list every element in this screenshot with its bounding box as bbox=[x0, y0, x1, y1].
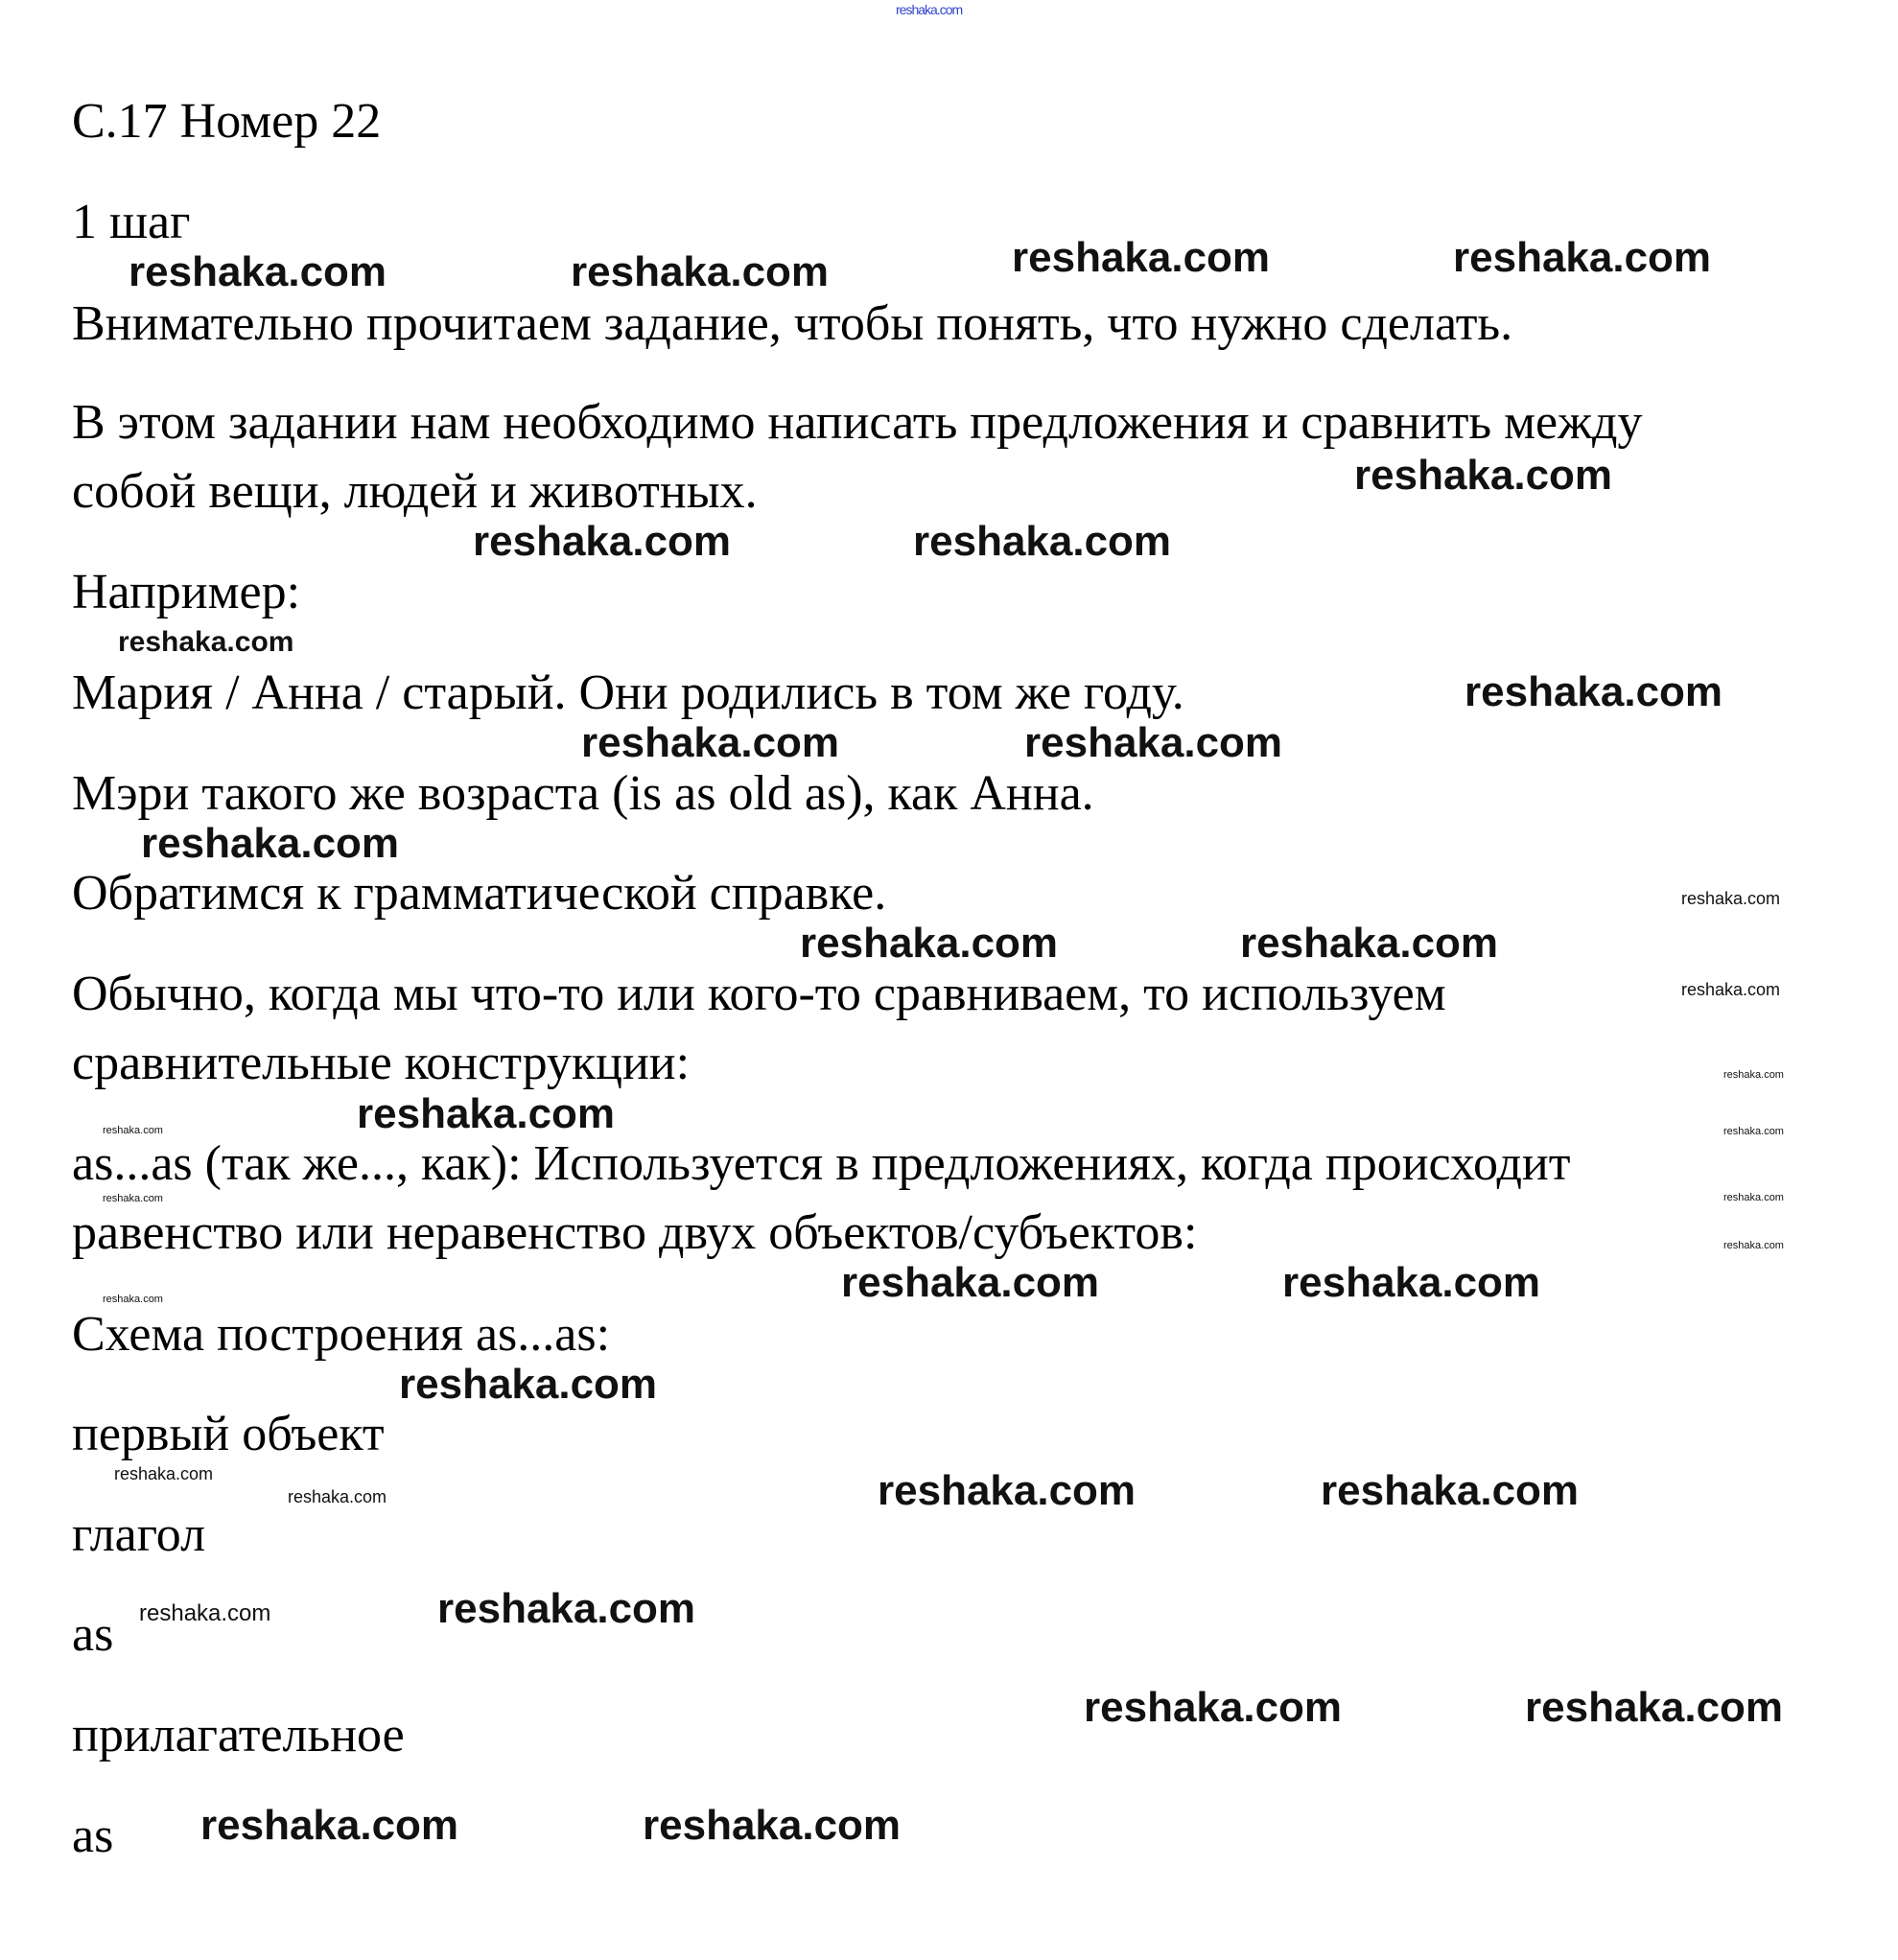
watermark: reshaka.com bbox=[1681, 980, 1781, 999]
text-line: Обратимся к грамматической справке. bbox=[72, 866, 887, 921]
text-line: прилагательное bbox=[72, 1708, 405, 1762]
watermark: reshaka.com bbox=[643, 1802, 902, 1849]
watermark: reshaka.com bbox=[437, 1585, 696, 1632]
text-line: сравнительные конструкции: bbox=[72, 1036, 691, 1090]
watermark: reshaka.com bbox=[1012, 234, 1271, 281]
text-line: Мэри такого же возраста (is as old as), как Анна. bbox=[72, 766, 1094, 821]
watermark: reshaka.com bbox=[1723, 1192, 1784, 1203]
watermark: reshaka.com bbox=[118, 626, 294, 658]
watermark: reshaka.com bbox=[581, 719, 840, 766]
text-line: В этом задании нам необходимо написать предложения и сравнить между bbox=[72, 395, 1643, 450]
text-line: собой вещи, людей и животных. bbox=[72, 464, 758, 519]
text-line: первый объект bbox=[72, 1407, 385, 1461]
watermark: reshaka.com bbox=[1723, 1069, 1784, 1081]
watermark: reshaka.com bbox=[1354, 452, 1613, 499]
watermark: reshaka.com bbox=[913, 518, 1172, 565]
watermark: reshaka.com bbox=[1084, 1684, 1343, 1731]
watermark: reshaka.com bbox=[103, 1294, 163, 1305]
step-heading: 1 шаг bbox=[72, 195, 191, 249]
watermark: reshaka.com bbox=[473, 518, 732, 565]
watermark: reshaka.com bbox=[800, 920, 1059, 967]
text-line: глагол bbox=[72, 1507, 206, 1562]
watermark: reshaka.com bbox=[288, 1487, 387, 1506]
watermark: reshaka.com bbox=[129, 248, 387, 295]
text-line: Например: bbox=[72, 565, 301, 619]
watermark: reshaka.com bbox=[841, 1259, 1100, 1306]
watermark: reshaka.com bbox=[1723, 1240, 1784, 1251]
watermark: reshaka.com bbox=[1681, 889, 1781, 908]
watermark: reshaka.com bbox=[357, 1090, 616, 1137]
watermark: reshaka.com bbox=[1024, 719, 1283, 766]
watermark: reshaka.com bbox=[114, 1464, 214, 1483]
watermark: reshaka.com bbox=[103, 1125, 163, 1136]
watermark: reshaka.com bbox=[139, 1600, 271, 1626]
text-line: Схема построения as...as: bbox=[72, 1307, 611, 1362]
watermark: reshaka.com bbox=[1321, 1467, 1580, 1514]
text-line: Обычно, когда мы что-то или кого-то сравниваем, то используем bbox=[72, 967, 1446, 1021]
watermark: reshaka.com bbox=[1282, 1259, 1541, 1306]
text-line: as bbox=[72, 1808, 114, 1863]
watermark: reshaka.com bbox=[1525, 1684, 1784, 1731]
text-line: as bbox=[72, 1607, 114, 1662]
watermark: reshaka.com bbox=[103, 1193, 163, 1204]
watermark: reshaka.com bbox=[200, 1802, 459, 1849]
text-line: Мария / Анна / старый. Они родились в том же году. bbox=[72, 665, 1184, 720]
watermark: reshaka.com bbox=[1465, 668, 1723, 715]
text-line: as...as (так же..., как): Используется в предложениях, когда происходит bbox=[72, 1136, 1571, 1191]
text-line: равенство или неравенство двух объектов/субъектов: bbox=[72, 1205, 1198, 1260]
text-line: Внимательно прочитаем задание, чтобы понять, что нужно сделать. bbox=[72, 296, 1513, 351]
page-title: С.17 Номер 22 bbox=[72, 94, 382, 149]
watermark: reshaka.com bbox=[1723, 1126, 1784, 1137]
watermark: reshaka.com bbox=[878, 1467, 1136, 1514]
watermark: reshaka.com bbox=[399, 1361, 658, 1408]
watermark: reshaka.com bbox=[896, 2, 963, 17]
watermark: reshaka.com bbox=[1240, 920, 1499, 967]
watermark: reshaka.com bbox=[571, 248, 830, 295]
watermark: reshaka.com bbox=[1453, 234, 1712, 281]
watermark: reshaka.com bbox=[141, 820, 400, 867]
